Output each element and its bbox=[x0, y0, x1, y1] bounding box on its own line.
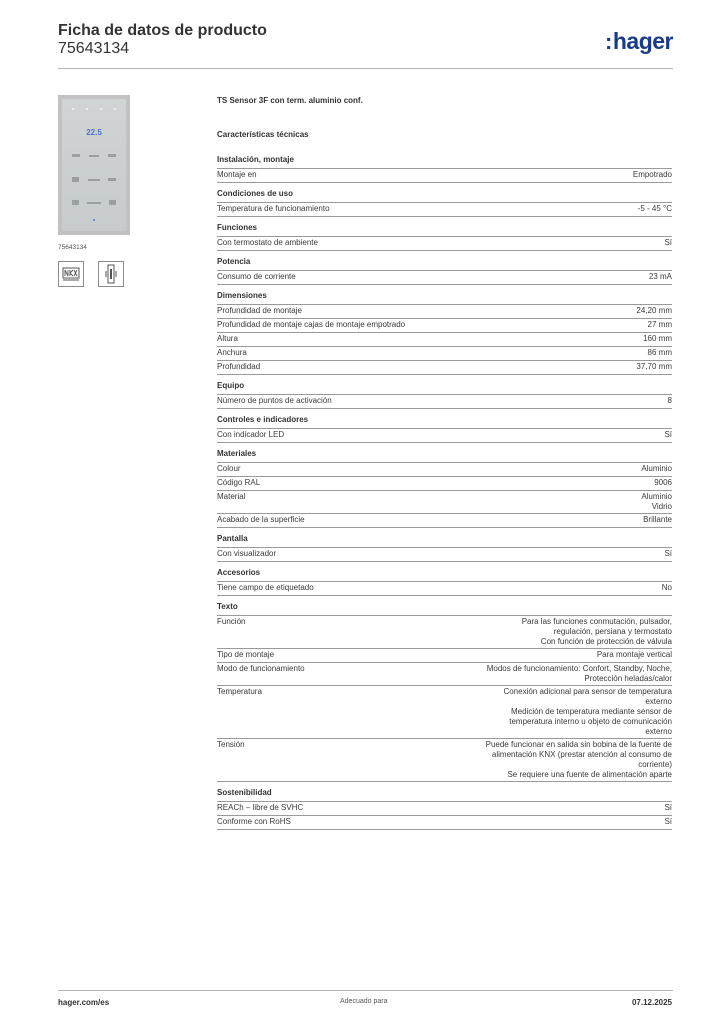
spec-value bbox=[417, 320, 672, 330]
logo-colon-icon: : bbox=[605, 29, 612, 54]
spec-value-line: Sí bbox=[664, 238, 672, 247]
spec-value-line: 24,20 mm bbox=[636, 306, 672, 315]
spec-value-line: Sí bbox=[664, 549, 672, 558]
spec-row bbox=[217, 319, 672, 333]
spec-value-line: Modos de funcionamiento: Confort, Standby, Noche, bbox=[486, 664, 672, 673]
spec-value-line: Sí bbox=[664, 803, 672, 812]
spec-value-line: -5 - 45 °C bbox=[637, 204, 672, 213]
spec-value bbox=[417, 272, 672, 282]
image-caption: 75643134 bbox=[58, 244, 87, 251]
spec-row bbox=[217, 477, 672, 491]
spec-value-line: Se requiere una fuente de alimentación aparte bbox=[507, 770, 672, 779]
spec-value-line: 37,70 mm bbox=[636, 362, 672, 371]
spec-value bbox=[417, 549, 672, 559]
spec-value bbox=[417, 348, 672, 358]
spec-section bbox=[217, 291, 672, 375]
section-title: Sostenibilidad bbox=[217, 788, 672, 802]
spec-row bbox=[217, 582, 672, 596]
spec-label: Anchura bbox=[217, 348, 247, 357]
product-title: TS Sensor 3F con term. aluminio conf. bbox=[217, 96, 363, 105]
spec-section bbox=[217, 449, 672, 528]
spec-value bbox=[417, 650, 672, 660]
spec-value-line: regulación, persiana y termostato bbox=[553, 627, 672, 636]
spec-section bbox=[217, 223, 672, 251]
spec-label: Conforme con RoHS bbox=[217, 817, 291, 826]
spec-value-line: 8 bbox=[667, 396, 672, 405]
spec-value bbox=[417, 204, 672, 214]
spec-row bbox=[217, 271, 672, 285]
temperature-display: 22.5 bbox=[86, 128, 102, 137]
spec-value bbox=[417, 478, 672, 488]
spec-value-line: Vidrio bbox=[651, 502, 672, 511]
spec-value-line: externo bbox=[645, 727, 672, 736]
spec-section bbox=[217, 415, 672, 443]
spec-label: Altura bbox=[217, 334, 238, 343]
section-title: Equipo bbox=[217, 381, 672, 395]
spec-value bbox=[417, 334, 672, 344]
spec-value bbox=[417, 464, 672, 474]
technical-heading: Características técnicas bbox=[217, 130, 309, 139]
spec-value-line: alimentación KNX (prestar atención al consumo de bbox=[491, 750, 672, 759]
spec-value-line: Aluminio bbox=[641, 464, 672, 473]
spec-value-line: Puede funcionar en salida sin bobina de la fuente de bbox=[485, 740, 672, 749]
spec-value bbox=[417, 430, 672, 440]
spec-row bbox=[217, 663, 672, 686]
product-number: 75643134 bbox=[58, 40, 130, 57]
spec-label: Tiene campo de etiquetado bbox=[217, 583, 314, 592]
spec-row bbox=[217, 305, 672, 319]
spec-value bbox=[417, 362, 672, 372]
spec-value-line: Protección heladas/calor bbox=[584, 674, 672, 683]
logo-text: hager bbox=[612, 28, 673, 54]
spec-section bbox=[217, 568, 672, 596]
spec-label: Tipo de montaje bbox=[217, 650, 275, 659]
spec-label: Profundidad de montaje bbox=[217, 306, 302, 315]
spec-row bbox=[217, 237, 672, 251]
header-divider bbox=[58, 68, 673, 69]
section-title: Instalación, montaje bbox=[217, 155, 672, 169]
spec-value-line: Brillante bbox=[643, 515, 672, 524]
spec-value-line: Para montaje vertical bbox=[596, 650, 672, 659]
knx-certification-icon bbox=[58, 261, 84, 287]
spec-value-line: 27 mm bbox=[647, 320, 672, 329]
spec-value bbox=[417, 306, 672, 316]
spec-value bbox=[417, 492, 672, 512]
footer-divider bbox=[58, 990, 673, 991]
led-indicator bbox=[93, 219, 95, 221]
spec-value-line: No bbox=[661, 583, 672, 592]
button-row-2 bbox=[72, 177, 116, 182]
spec-section bbox=[217, 189, 672, 217]
spec-value bbox=[417, 583, 672, 593]
spec-row bbox=[217, 649, 672, 663]
spec-section bbox=[217, 257, 672, 285]
spec-value bbox=[417, 803, 672, 813]
spec-section bbox=[217, 155, 672, 183]
spec-label: Temperatura de funcionamiento bbox=[217, 204, 330, 213]
spec-row bbox=[217, 361, 672, 375]
button-row-3 bbox=[72, 200, 116, 205]
spec-value-line: Conexión adicional para sensor de temperatura bbox=[503, 687, 672, 696]
spec-row bbox=[217, 686, 672, 739]
spec-value-line: 9006 bbox=[654, 478, 672, 487]
footer-website-link[interactable]: hager.com/es bbox=[58, 998, 110, 1007]
spec-label: Montaje en bbox=[217, 170, 257, 179]
section-title: Dimensiones bbox=[217, 291, 672, 305]
footer-date: 07.12.2025 bbox=[631, 998, 672, 1007]
spec-value-line: Con función de protección de válvula bbox=[540, 637, 672, 646]
spec-value-line: 86 mm bbox=[647, 348, 672, 357]
spec-row bbox=[217, 816, 672, 830]
spec-label: REACh – libre de SVHC bbox=[217, 803, 304, 812]
button-row-1 bbox=[72, 154, 116, 157]
spec-row bbox=[217, 616, 672, 649]
spec-row bbox=[217, 203, 672, 217]
spec-value-line: 160 mm bbox=[643, 334, 672, 343]
spec-value-line: Sí bbox=[664, 817, 672, 826]
spec-label: Código RAL bbox=[217, 478, 261, 487]
spec-label: Temperatura bbox=[217, 687, 262, 696]
spec-row bbox=[217, 739, 672, 782]
spec-section bbox=[217, 381, 672, 409]
document-title: Ficha de datos de producto bbox=[58, 22, 267, 39]
spec-label: Profundidad bbox=[217, 362, 261, 371]
product-image bbox=[58, 95, 130, 235]
section-title: Texto bbox=[217, 602, 672, 616]
spec-row bbox=[217, 169, 672, 183]
spec-value-line: temperatura interno u objeto de comunicación bbox=[509, 717, 672, 726]
section-title: Controles e indicadores bbox=[217, 415, 672, 429]
spec-label: Con termostato de ambiente bbox=[217, 238, 318, 247]
flush-mount-icon bbox=[98, 261, 124, 287]
spec-label: Colour bbox=[217, 464, 241, 473]
spec-row bbox=[217, 429, 672, 443]
spec-section bbox=[217, 602, 672, 782]
spec-label: Función bbox=[217, 617, 246, 626]
spec-label: Material bbox=[217, 492, 246, 501]
spec-row bbox=[217, 548, 672, 562]
spec-value-line: Empotrado bbox=[632, 170, 672, 179]
spec-section bbox=[217, 534, 672, 562]
touch-sensor-panel bbox=[62, 99, 126, 231]
spec-label: Profundidad de montaje cajas de montaje empotrado bbox=[217, 320, 406, 329]
hager-logo[interactable] bbox=[605, 28, 673, 55]
spec-row bbox=[217, 347, 672, 361]
section-title: Condiciones de uso bbox=[217, 189, 672, 203]
spec-value-line: externo bbox=[645, 697, 672, 706]
spec-row bbox=[217, 395, 672, 409]
section-title: Materiales bbox=[217, 449, 672, 463]
spec-value bbox=[417, 687, 672, 737]
footer-suitable-for: Adecuado para bbox=[340, 998, 388, 1005]
spec-value bbox=[417, 515, 672, 525]
spec-row bbox=[217, 333, 672, 347]
spec-value bbox=[417, 664, 672, 684]
spec-value bbox=[417, 817, 672, 827]
spec-value-line: Para las funciones conmutación, pulsador, bbox=[521, 617, 672, 626]
spec-value bbox=[417, 740, 672, 780]
spec-label: Con indicador LED bbox=[217, 430, 285, 439]
spec-label: Tensión bbox=[217, 740, 245, 749]
spec-sections bbox=[217, 155, 672, 836]
spec-label: Modo de funcionamiento bbox=[217, 664, 305, 673]
section-title: Pantalla bbox=[217, 534, 672, 548]
spec-value bbox=[417, 396, 672, 406]
spec-value bbox=[417, 170, 672, 180]
spec-label: Con visualizador bbox=[217, 549, 277, 558]
spec-value bbox=[417, 617, 672, 647]
spec-row bbox=[217, 463, 672, 477]
spec-value bbox=[417, 238, 672, 248]
spec-label: Acabado de la superficie bbox=[217, 515, 305, 524]
spec-row bbox=[217, 514, 672, 528]
page-header bbox=[58, 22, 673, 69]
spec-value-line: Sí bbox=[664, 430, 672, 439]
spec-section bbox=[217, 788, 672, 830]
spec-value-line: corriente) bbox=[638, 760, 672, 769]
section-title: Potencia bbox=[217, 257, 672, 271]
section-title: Funciones bbox=[217, 223, 672, 237]
spec-label: Número de puntos de activación bbox=[217, 396, 332, 405]
spec-value-line: Medición de temperatura mediante sensor de bbox=[511, 707, 672, 716]
spec-value-line: 23 mA bbox=[648, 272, 672, 281]
panel-dots bbox=[72, 108, 116, 110]
spec-row bbox=[217, 491, 672, 514]
spec-row bbox=[217, 802, 672, 816]
spec-label: Consumo de corriente bbox=[217, 272, 296, 281]
section-title: Accesorios bbox=[217, 568, 672, 582]
spec-value-line: Aluminio bbox=[641, 492, 672, 501]
